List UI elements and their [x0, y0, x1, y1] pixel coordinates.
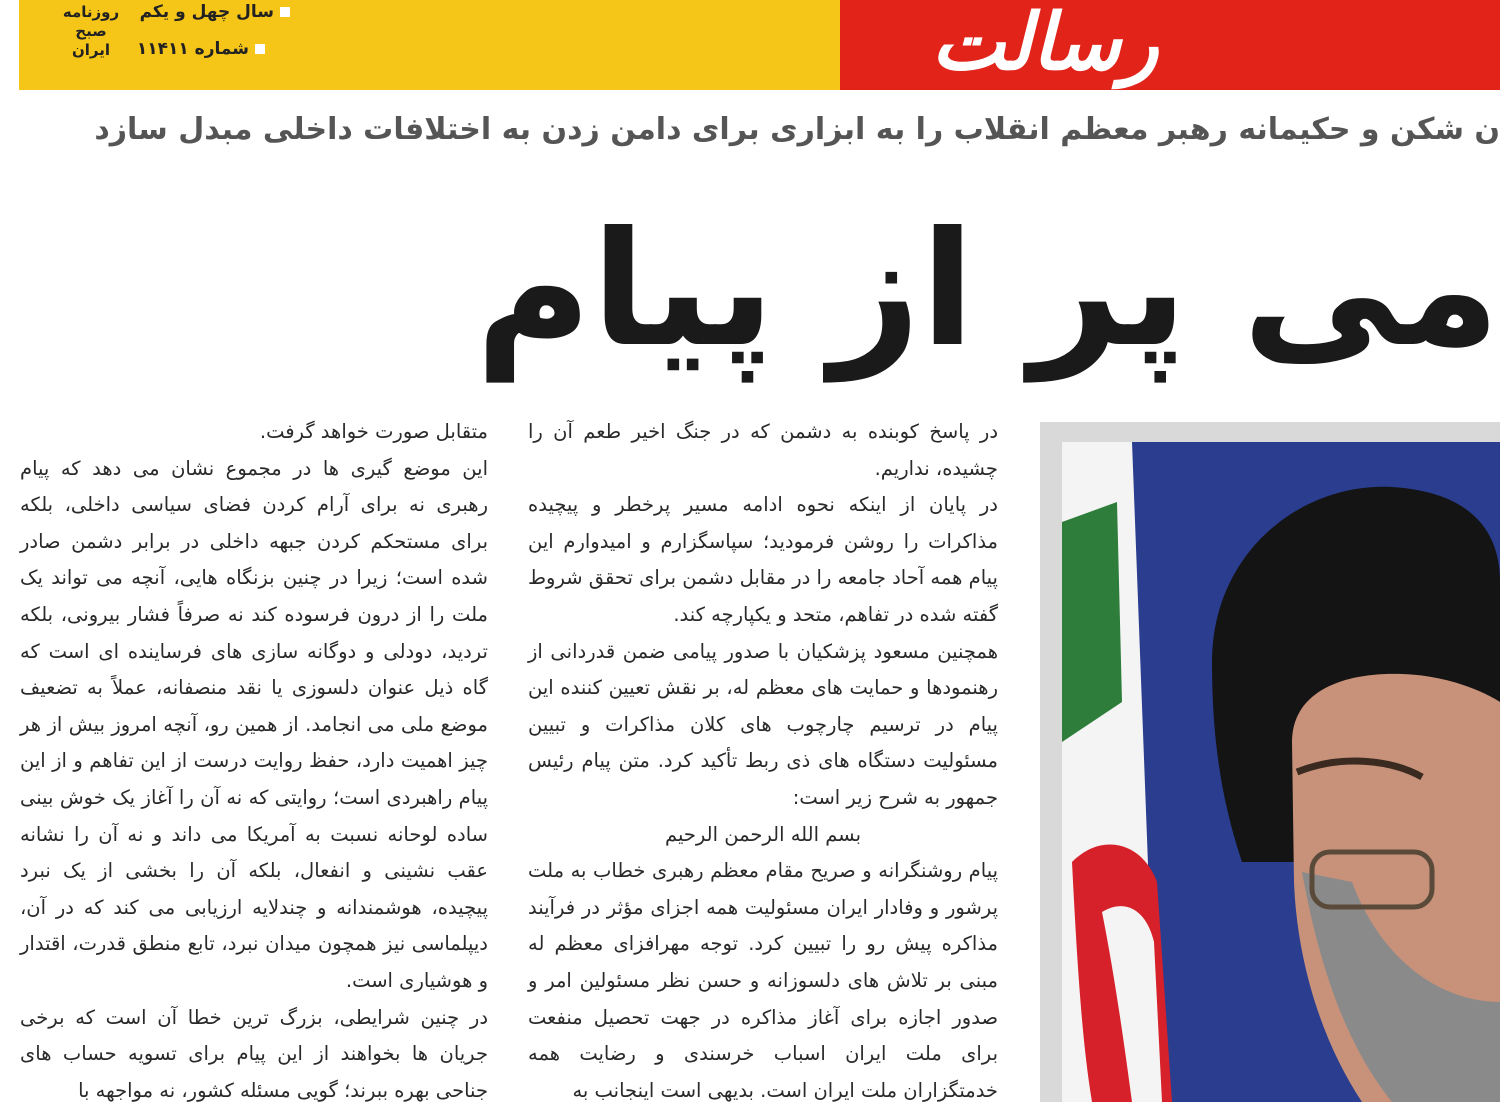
article-column-left [20, 414, 488, 1102]
bullet-square-icon [255, 44, 265, 54]
bullet-square-icon [280, 7, 290, 17]
paper-name-line: صبح [50, 22, 132, 41]
paper-name-stamp [50, 3, 132, 60]
paragraph: متقابل صورت خواهد گرفت. [20, 414, 488, 451]
year-label-text: سال چهل و یکم [140, 2, 274, 22]
main-headline[interactable]: می پر از پیام [780, 170, 1500, 410]
portrait-photo[interactable] [1062, 442, 1500, 1102]
paragraph: در چنین شرایطی، بزرگ ترین خطا آن است که برخی جریان ها بخواهند از این پیام برای تسویه حساب های جناحی بهره ببرند؛ گویی مسئله کشور، نه مواجهه با [20, 1000, 488, 1109]
paragraph: پیام روشنگرانه و صریح مقام معظم رهبری خطاب به ملت پرشور و وفادار ایران مسئولیت همه اجزای مؤثر در فرآیند مذاکره پیش رو را تبیین کرد. توجه مهرافزای معظم له مبنی بر تلاش های دلسوزانه و حسن نظر مسئولین امر و صدور اجازه برای آغاز مذاکره در جهت تحصیل منفعت برای ملت ایران اسباب خرسندی و رضایت همه خدمتگزاران ملت ایران است. بدیهی است اینجانب به [528, 853, 998, 1109]
flag-green-stripe [1062, 502, 1122, 742]
paper-name-line: ایران [50, 41, 132, 60]
newspaper-logo[interactable]: رسالت [860, 0, 1230, 92]
paragraph: همچنین مسعود پزشکیان با صدور پیامی ضمن قدردانی از رهنمودها و حمایت های معظم له، بر نقش تعیین کننده این پیام در ترسیم چارچوب های کلان مذاکرات و تبیین مسئولیت دستگاه های ذی ربط تأکید کرد. متن پیام رئیس جمهور به شرح زیر است: [528, 634, 998, 817]
year-label [155, 2, 290, 22]
issue-label [155, 39, 265, 59]
issue-label-text: شماره ۱۱۴۱۱ [137, 39, 249, 59]
article-column-middle [528, 414, 998, 1102]
basmala-line: بسم الله الرحمن الرحیم [528, 817, 998, 854]
paragraph: در پاسخ کوبنده به دشمن که در جنگ اخیر طعم آن را چشیده، نداریم. [528, 414, 998, 487]
headline-subtitle: ن شکن و حکیمانه رهبر معظم انقلاب را به ابزاری برای دامن زدن به اختلافات داخلی مبدل سازد [296, 112, 1500, 147]
paragraph: در پایان از اینکه نحوه ادامه مسیر پرخطر و پیچیده مذاکرات را روشن فرمودید؛ سپاسگزارم و امیدوارم این پیام همه آحاد جامعه را در مقابل دشمن برای تحقق شروط گفته شده در تفاهم، متحد و یکپارچه کند. [528, 487, 998, 633]
portrait-illustration [1062, 442, 1500, 1102]
paper-name-line: روزنامه [50, 3, 132, 22]
paragraph: این موضع گیری ها در مجموع نشان می دهد که پیام رهبری نه برای آرام کردن فضای سیاسی داخلی، بلکه برای مستحکم کردن جبهه داخلی در برابر دشمن صادر شده است؛ زیرا در چنین بزنگاه هایی، آنچه می تواند یک ملت را از درون فرسوده کند نه صرفاً فشار بیرونی، بلکه تردید، دودلی و دوگانه سازی های فرساینده ای است که گاه ذیل عنوان دلسوزی یا نقد منصفانه، عملاً به تضعیف موضع ملی می انجامد. از همین رو، آنچه امروز بیش از هر چیز اهمیت دارد، حفظ روایت درست از این تفاهم و از این پیام راهبردی است؛ روایتی که نه آن را آغاز یک خوش بینی ساده لوحانه نسبت به آمریکا می داند و نه آن را نشانه عقب نشینی و انفعال، بلکه آن را بخشی از یک نبرد پیچیده، هوشمندانه و چندلایه ارزیابی می کند که در آن، دیپلماسی نیز همچون میدان نبرد، تابع منطق قدرت، اقتدار و هوشیاری است. [20, 451, 488, 1000]
